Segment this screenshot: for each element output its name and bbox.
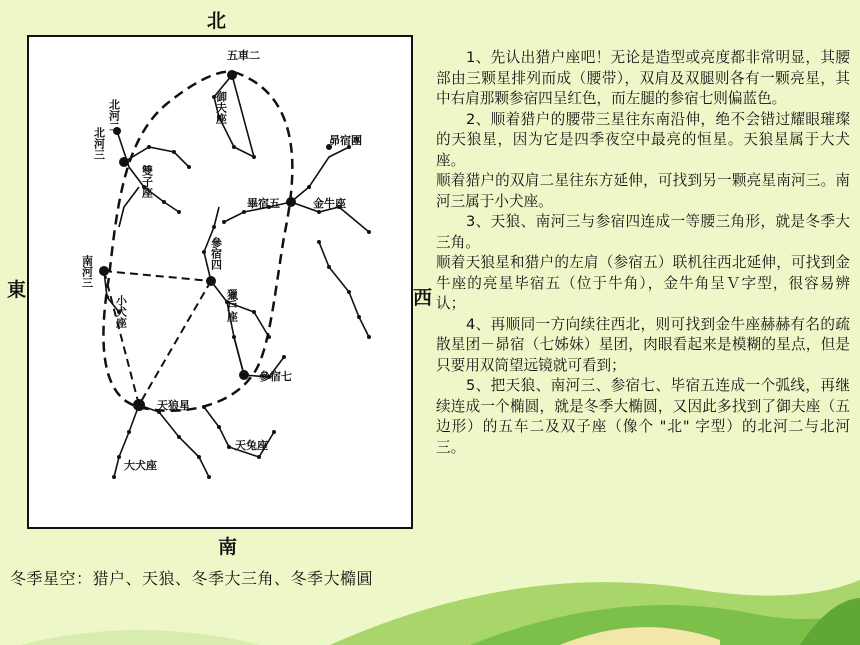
paragraph-4: 4、再顺同一方向续往西北，则可找到金牛座赫赫有名的疏散星团－昴宿（七姊妹）星团，肉眼看起来是模糊的星点，但是只要用双筒望远镜就可看到； [436,315,850,374]
figure-caption: 冬季星空：猎户、天狼、冬季大三角、冬季大橢圓 [10,569,374,588]
label-capella: 五車二 [227,49,260,62]
west-label: 西 [413,287,433,309]
north-label: 北 [207,10,227,32]
label-pleiades: 昴宿團 [329,134,362,147]
label-castor: 北河二 [107,99,121,132]
label-lepus: 天兔座 [235,439,268,452]
label-canis-major: 大犬座 [124,459,157,472]
faint-stars [105,95,371,479]
label-sirius: 天狼星 [157,399,190,412]
label-aldebaran: 畢宿五 [247,197,280,210]
label-betelgeuse: 參宿四 [209,237,223,270]
star-betelgeuse [206,276,216,286]
star-capella [227,70,237,80]
star-map-drawing [29,37,411,527]
winter-triangle [104,271,211,405]
star-pollux [119,157,129,167]
label-auriga: 御夫座 [214,91,228,124]
label-taurus: 金牛座 [313,197,346,210]
paragraph-5: 5、把天狼、南河三、参宿七、毕宿五连成一个弧线，再继续连成一个椭圆，就是冬季大椭圆，又因此多找到了御夫座（五边形）的五车二及双子座（像个 "北" 字型）的北河二与北河三。 [436,377,850,456]
label-rigel: 參宿七 [259,370,292,383]
star-map [27,35,413,529]
label-procyon: 南河三 [80,255,94,288]
star-aldebaran [286,197,296,207]
south-label: 南 [218,536,238,558]
star-rigel [239,370,249,380]
star-procyon [99,266,109,276]
paragraph-3: 3、天狼、南河三与参宿四连成一等腰三角形，就是冬季大三角。 [436,213,850,251]
label-orion: 獵戶座 [225,289,239,322]
label-pollux: 北河三 [92,127,106,160]
winter-ellipse [103,72,292,411]
paragraph-1: 1、先认出猎户座吧！无论是造型或亮度都非常明显，其腰部由三颗星排列而成（腰带），双肩及双腿则各有一颗亮星，其中右肩那颗参宿四呈红色，而左腿的参宿七则偏蓝色。 [436,49,850,107]
east-label: 東 [7,279,27,301]
explanation-text [436,48,850,458]
paragraph-2b: 顺着猎户的双肩二星往东方延伸，可找到另一颗亮星南河三。南河三属于小犬座。 [436,172,850,210]
star-sirius [133,399,145,411]
label-gemini: 雙子座 [140,165,154,198]
paragraph-2: 2、顺着猎户的腰带三星往东南沿伸，绝不会错过耀眼璀璨的天狼星，因为它是四季夜空中最亮的恒星。天狼星属于大犬座。 [436,110,850,169]
label-canis-minor: 小犬座 [114,295,128,328]
paragraph-3b: 顺着天狼星和猎户的左肩（参宿五）联机往西北延伸，可找到金牛座的亮星毕宿五（位于牛角），金牛角呈Ｖ字型，很容易辨认； [436,254,850,312]
